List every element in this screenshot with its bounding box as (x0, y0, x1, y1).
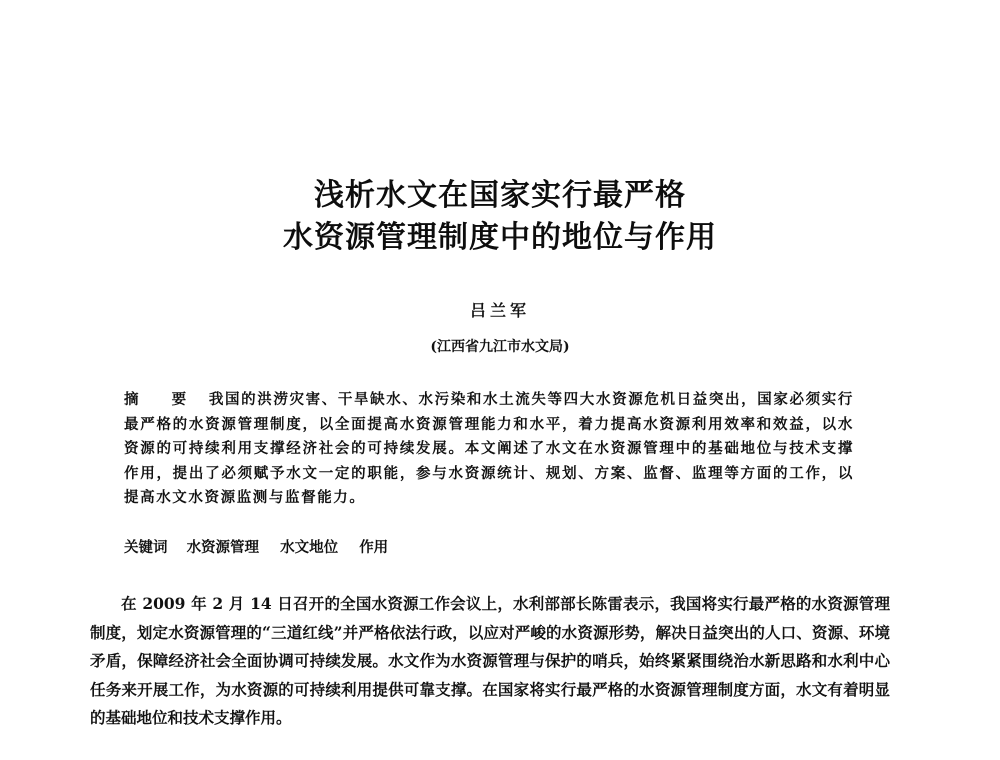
author-affiliation: (江西省九江市水文局) (430, 339, 570, 355)
keyword-item: 水文地位 (280, 539, 339, 556)
body-paragraph: 在 2009 年 2 月 14 日召开的全国水资源工作会议上，水利部部长陈雷表示，我国将实行最严格的水资源管理制度，划定水资源管理的“三道红线”并严格依法行政，以应对严峻的水资源形势，解决日益突出的人口、资源、环境矛盾，保障经济社会全面协调可持续发展。水文作为水资源管理与保护的哨兵，始终紧紧围绕治水新思路和水利中心任务来开展工作，为水资源的可持续利用提供可靠支撑。在国家将实行最严格的水资源管理制度方面，水文有着明显的基础地位和技术支撑作用。 (90, 594, 890, 727)
keyword-item: 作用 (359, 539, 389, 556)
keyword-item: 水资源管理 (186, 539, 260, 556)
title-line-2: 水资源管理制度中的地位与作用 (283, 220, 717, 255)
abstract-label: 摘 要 (124, 391, 201, 408)
keywords (124, 536, 854, 557)
title-line-1: 浅析水文在国家实行最严格 (314, 178, 686, 213)
abstract-text: 我国的洪涝灾害、干旱缺水、水污染和水土流失等四大水资源危机日益突出，国家必须实行最严格的水资源管理制度，以全面提高水资源管理能力和水平，着力提高水资源利用效率和效益，以水资源的可持续利用支撑经济社会的可持续发展。本文阐述了水文在水资源管理中的基础地位与技术支撑作用，提出了必须赋予水文一定的职能，参与水资源统计、规划、方案、监督、监理等方面的工作，以提高水文水资源监测与监督能力。 (124, 391, 854, 506)
abstract (124, 388, 854, 511)
author-name: 吕兰军 (469, 301, 530, 320)
keywords-label: 关键词 (124, 539, 168, 556)
